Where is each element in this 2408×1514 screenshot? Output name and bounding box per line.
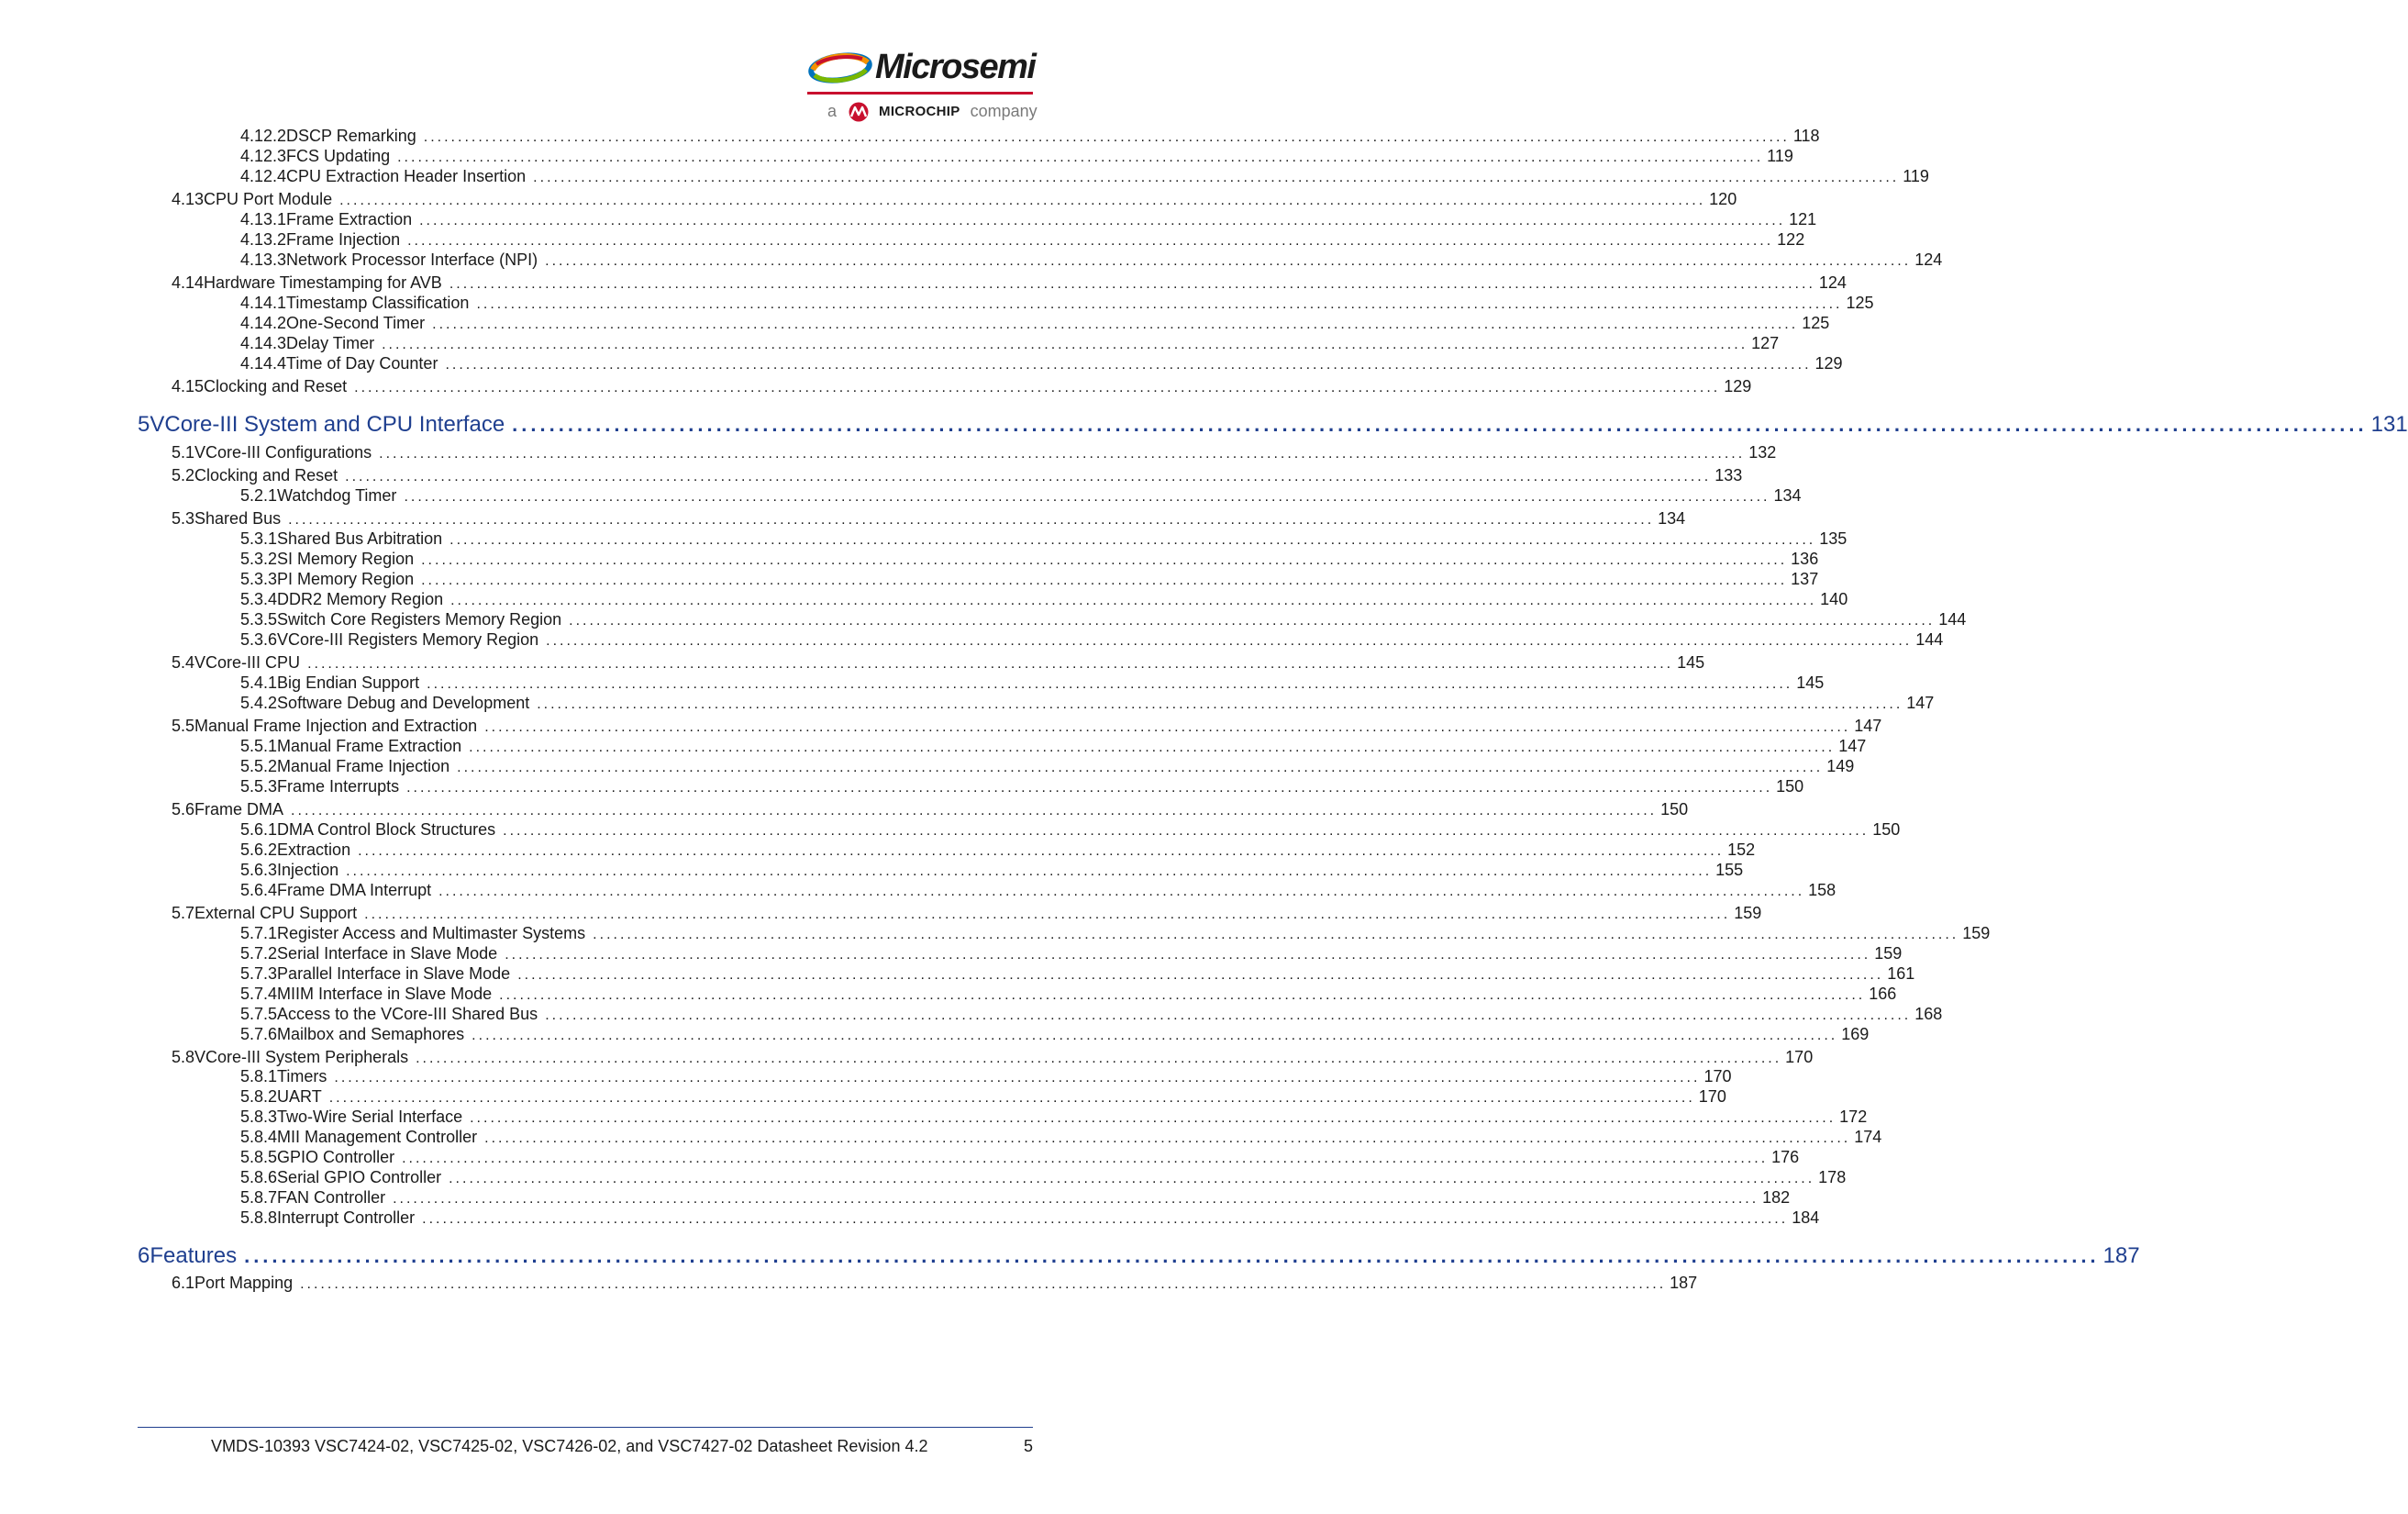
toc-entry[interactable]	[240, 353, 1843, 375]
toc-dot-leader: ........................................................................................................................................................................................................	[422, 1211, 1789, 1227]
toc-entry[interactable]	[240, 736, 1867, 758]
toc-entry-title: Clocking and Reset	[204, 377, 348, 395]
toc-dot-leader: ........................................................................................................................................................................................................	[346, 863, 1713, 879]
toc-dot-leader: ........................................................................................................................................................................................................	[382, 337, 1748, 352]
toc-entry[interactable]	[240, 146, 1793, 168]
toc-entry-number: 4.14	[172, 273, 205, 292]
toc-entry-page: 147	[1906, 694, 1935, 712]
toc-dot-leader: ........................................................................................................................................................................................................	[328, 1090, 1695, 1106]
toc-entry[interactable]	[240, 1167, 1847, 1189]
toc-entry-page: 184	[1792, 1208, 1820, 1227]
toc-entry[interactable]	[172, 652, 1705, 674]
toc-dot-leader: ........................................................................................................................................................................................................	[406, 780, 1773, 796]
toc-entry-page: 159	[1734, 904, 1762, 922]
toc-dot-leader: ........................................................................................................................................................................................................	[545, 1007, 1912, 1023]
toc-entry-title: One-Second Timer	[286, 314, 426, 332]
toc-entry[interactable]	[240, 629, 1944, 651]
toc-entry-page: 144	[1915, 630, 1944, 649]
toc-entry[interactable]	[240, 1086, 1726, 1108]
toc-entry-number: 5.8.7	[240, 1188, 278, 1207]
toc-dot-leader: ........................................................................................................................................................................................................	[484, 719, 1851, 735]
toc-entry-title: Time of Day Counter	[286, 354, 438, 373]
toc-entry[interactable]	[172, 1273, 1698, 1295]
toc-entry-title: Two-Wire Serial Interface	[277, 1108, 463, 1126]
toc-entry-page: 169	[1841, 1025, 1870, 1043]
toc-entry-page: 178	[1818, 1168, 1847, 1186]
toc-entry[interactable]	[240, 485, 1802, 507]
toc-entry-page: 127	[1751, 334, 1780, 352]
toc-entry-title: Serial GPIO Controller	[277, 1168, 442, 1186]
toc-entry-page: 158	[1808, 881, 1837, 899]
toc-dot-leader: ........................................................................................................................................................................................................	[537, 696, 1903, 712]
microchip-icon	[847, 102, 871, 122]
toc-entry-title: Manual Frame Extraction	[277, 737, 462, 755]
toc-entry[interactable]	[172, 716, 1882, 738]
toc-entry-title: Register Access and Multimaster Systems	[277, 924, 586, 942]
toc-entry-page: 176	[1771, 1148, 1800, 1166]
toc-entry[interactable]	[240, 569, 1819, 591]
toc-entry-page: 150	[1660, 800, 1689, 818]
toc-entry-number: 5.8.2	[240, 1087, 278, 1106]
toc-entry-title: Timestamp Classification	[286, 294, 470, 312]
toc-entry-title: Interrupt Controller	[277, 1208, 416, 1227]
toc-entry[interactable]	[240, 1107, 1868, 1129]
microsemi-logo	[807, 48, 1037, 127]
toc-entry-title: Port Mapping	[194, 1274, 294, 1292]
toc-entry-title: CPU Port Module	[204, 190, 333, 208]
toc-entry-title: Clocking and Reset	[194, 466, 338, 484]
toc-entry-number: 6.1	[172, 1274, 195, 1292]
toc-dot-leader: ........................................................................................................................................................................................................	[545, 253, 1912, 269]
toc-entry-title: CPU Extraction Header Insertion	[286, 167, 527, 185]
toc-entry-page: 144	[1938, 610, 1967, 629]
footer-doc-title: VMDS-10393 VSC7424-02, VSC7425-02, VSC7426-02, and VSC7427-02 Datasheet Revision 4.2	[211, 1437, 928, 1455]
toc-entry-title: Frame DMA	[194, 800, 284, 818]
toc-entry[interactable]	[240, 293, 1874, 315]
toc-entry[interactable]	[240, 589, 1848, 611]
toc-entry-number: 5.3.3	[240, 570, 278, 588]
toc-entry-page: 166	[1869, 985, 1897, 1003]
toc-entry-number: 5.5.1	[240, 737, 278, 755]
toc-entry-title: VCore-III System Peripherals	[194, 1048, 409, 1066]
toc-entry-number: 5.7.2	[240, 944, 278, 963]
toc-entry-title: MIIM Interface in Slave Mode	[277, 985, 493, 1003]
toc-entry-title: Big Endian Support	[277, 674, 420, 692]
microchip-tagline	[827, 102, 1038, 124]
toc-entry-title: SI Memory Region	[277, 550, 415, 568]
toc-entry-title: VCore-III CPU	[194, 653, 301, 672]
toc-entry-page: 134	[1773, 486, 1802, 505]
toc-entry-title: MII Management Controller	[277, 1128, 478, 1146]
toc-entry-number: 6	[138, 1243, 150, 1268]
toc-entry-page: 125	[1846, 294, 1874, 312]
toc-dot-leader: ........................................................................................................................................................................................................	[476, 296, 1843, 312]
tagline-suffix: company	[970, 102, 1038, 120]
toc-entry-number: 5.3.2	[240, 550, 278, 568]
toc-entry-number: 5.7.6	[240, 1025, 278, 1043]
toc-entry-number: 5.8.1	[240, 1067, 278, 1085]
toc-entry-title: PI Memory Region	[277, 570, 415, 588]
toc-entry-number: 4.13.3	[240, 250, 287, 269]
toc-entry-number: 5.8.5	[240, 1148, 278, 1166]
toc-entry[interactable]	[240, 819, 1901, 841]
microsemi-wordmark: Microsemi	[875, 48, 1036, 86]
toc-entry[interactable]	[240, 963, 1915, 985]
toc-entry-number: 5.6	[172, 800, 195, 818]
toc-entry-number: 4.14.4	[240, 354, 287, 373]
toc-entry-title: Shared Bus Arbitration	[277, 529, 443, 548]
toc-dot-leader: ........................................................................................................................................................................................................	[457, 760, 1824, 775]
toc-entry[interactable]	[240, 313, 1830, 335]
toc-entry-page: 170	[1698, 1087, 1726, 1106]
toc-entry-page: 129	[1814, 354, 1843, 373]
toc-entry[interactable]	[240, 880, 1837, 902]
toc-dot-leader: ........................................................................................................................................................................................................	[505, 947, 1871, 963]
toc-entry-title: Shared Bus	[194, 509, 282, 528]
toc-entry-title: External CPU Support	[194, 904, 358, 922]
toc-entry-title: Access to the VCore-III Shared Bus	[277, 1005, 538, 1023]
toc-dot-leader: ........................................................................................................................................................................................................	[472, 1028, 1838, 1043]
toc-entry-page: 172	[1839, 1108, 1868, 1126]
toc-entry[interactable]	[240, 1024, 1870, 1046]
toc-dot-leader: ........................................................................................................................................................................................................	[503, 823, 1870, 839]
toc-entry[interactable]	[138, 411, 2408, 439]
toc-entry[interactable]	[240, 1127, 1882, 1149]
toc-entry[interactable]	[240, 756, 1855, 778]
toc-entry-page: 170	[1703, 1067, 1732, 1085]
toc-entry-page: 135	[1819, 529, 1848, 548]
toc-dot-leader: ........................................................................................................................................................................................................	[546, 633, 1913, 649]
toc-entry-title: Software Debug and Development	[277, 694, 530, 712]
toc-entry-number: 5.8.8	[240, 1208, 278, 1227]
toc-entry-page: 145	[1677, 653, 1705, 672]
toc-entry[interactable]	[240, 609, 1967, 631]
toc-dot-leader: ........................................................................................................................................................................................................	[469, 740, 1836, 755]
toc-entry-number: 5.3.4	[240, 590, 278, 608]
toc-entry[interactable]	[172, 799, 1689, 821]
toc-entry-number: 5.6.4	[240, 881, 278, 899]
toc-entry-number: 5.7.4	[240, 985, 278, 1003]
toc-entry-number: 5.1	[172, 443, 195, 462]
toc-entry[interactable]	[240, 860, 1744, 882]
toc-entry-page: 159	[1962, 924, 1991, 942]
toc-entry-page: 125	[1802, 314, 1830, 332]
toc-dot-leader: ........................................................................................................................................................................................................	[404, 489, 1770, 505]
toc-entry-page: 147	[1854, 717, 1882, 735]
toc-entry[interactable]	[240, 923, 1991, 945]
toc-entry-page: 145	[1796, 674, 1825, 692]
toc-entry-title: Network Processor Interface (NPI)	[286, 250, 538, 269]
toc-entry[interactable]	[172, 189, 1737, 211]
toc-entry-page: 187	[2103, 1243, 2140, 1268]
toc-entry-page: 150	[1776, 777, 1804, 796]
toc-dot-leader: ........................................................................................................................................................................................................	[393, 1191, 1759, 1207]
toc-dot-leader: ........................................................................................................................................................................................................	[421, 552, 1788, 568]
toc-entry[interactable]	[240, 1187, 1791, 1209]
toc-entry[interactable]	[240, 840, 1756, 862]
toc-dot-leader: ........................................................................................................................................................................................................	[470, 1110, 1837, 1126]
toc-entry[interactable]	[240, 673, 1825, 695]
toc-entry[interactable]	[240, 166, 1929, 188]
footer-rule	[138, 1427, 1033, 1428]
toc-entry-page: 118	[1792, 127, 1820, 145]
toc-entry-page: 122	[1777, 230, 1805, 249]
toc-dot-leader: ........................................................................................................................................................................................................	[307, 656, 1674, 672]
toc-entry-number: 5.3.5	[240, 610, 278, 629]
toc-dot-leader: ........................................................................................................................................................................................................	[407, 233, 1774, 249]
toc-entry-number: 5.2	[172, 466, 195, 484]
toc-entry-number: 5.6.2	[240, 840, 278, 859]
toc-entry-title: Timers	[277, 1067, 327, 1085]
toc-entry[interactable]	[240, 333, 1780, 355]
toc-dot-leader: ........................................................................................................................................................................................................	[339, 193, 1706, 208]
toc-dot-leader: ........................................................................................................................................................................................................	[354, 380, 1721, 395]
footer-page-number: 5	[1023, 1437, 1033, 1455]
tagline-prefix: a	[827, 102, 838, 120]
toc-entry[interactable]	[240, 776, 1804, 798]
toc-entry-number: 5.7.5	[240, 1005, 278, 1023]
toc-entry-title: DMA Control Block Structures	[277, 820, 496, 839]
toc-dot-leader: ........................................................................................................................................................................................................	[484, 1130, 1851, 1146]
toc-entry[interactable]	[240, 126, 1820, 148]
toc-entry[interactable]	[240, 943, 1903, 965]
toc-entry-page: 140	[1820, 590, 1848, 608]
toc-entry-title: Features	[150, 1243, 238, 1268]
toc-entry-page: 147	[1838, 737, 1867, 755]
toc-entry[interactable]	[240, 549, 1819, 571]
toc-entry-page: 120	[1709, 190, 1737, 208]
toc-entry-page: 174	[1854, 1128, 1882, 1146]
toc-dot-leader: ........................................................................................................................................................................................................	[427, 676, 1793, 692]
toc-entry-page: 119	[1767, 147, 1793, 165]
toc-entry-page: 134	[1658, 509, 1686, 528]
toc-entry-number: 5.7.3	[240, 964, 278, 983]
toc-dot-leader: ........................................................................................................................................................................................................	[438, 884, 1805, 899]
toc-dot-leader: ........................................................................................................................................................................................................	[449, 1171, 1815, 1186]
toc-entry[interactable]	[172, 903, 1762, 925]
toc-entry-page: 149	[1826, 757, 1855, 775]
toc-dot-leader: ........................................................................................................................................................................................................	[512, 413, 2368, 436]
toc-dot-leader: ........................................................................................................................................................................................................	[402, 1151, 1769, 1166]
toc-dot-leader: ........................................................................................................................................................................................................	[450, 593, 1817, 608]
toc-entry[interactable]	[240, 693, 1935, 715]
toc-entry-title: UART	[277, 1087, 322, 1106]
toc-entry[interactable]	[240, 1004, 1943, 1026]
toc-entry[interactable]	[240, 1208, 1820, 1230]
toc-entry-number: 4.13.1	[240, 210, 287, 228]
toc-entry-title: VCore-III Registers Memory Region	[277, 630, 539, 649]
toc-entry-number: 4.12.4	[240, 167, 287, 185]
toc-entry-number: 4.12.3	[240, 147, 287, 165]
toc-entry[interactable]	[172, 465, 1743, 487]
toc-entry[interactable]	[172, 273, 1847, 295]
toc-entry-page: 124	[1818, 273, 1847, 292]
toc-entry-page: 136	[1791, 550, 1819, 568]
toc-entry[interactable]	[240, 529, 1848, 551]
toc-entry-title: GPIO Controller	[277, 1148, 395, 1166]
toc-entry-number: 4.14.1	[240, 294, 287, 312]
toc-entry-number: 5.5.3	[240, 777, 278, 796]
microchip-brand: MICROCHIP	[879, 104, 960, 119]
toc-entry-number: 5.7	[172, 904, 195, 922]
toc-entry-number: 5.5.2	[240, 757, 278, 775]
toc-entry-page: 121	[1789, 210, 1817, 228]
toc-entry-title: Watchdog Timer	[277, 486, 397, 505]
toc-entry-title: VCore-III System and CPU Interface	[150, 412, 505, 437]
logo-divider	[807, 92, 1033, 95]
toc-entry-page: 182	[1762, 1188, 1791, 1207]
toc-dot-leader: ........................................................................................................................................................................................................	[569, 613, 1936, 629]
toc-dot-leader: ........................................................................................................................................................................................................	[244, 1244, 2100, 1267]
toc-entry-title: Parallel Interface in Slave Mode	[277, 964, 511, 983]
toc-dot-leader: ........................................................................................................................................................................................................	[449, 276, 1815, 292]
toc-entry-page: 119	[1903, 167, 1929, 185]
toc-entry-number: 5.8.3	[240, 1108, 278, 1126]
toc-entry-title: Frame Injection	[286, 230, 401, 249]
toc-entry-title: VCore-III Configurations	[194, 443, 372, 462]
toc-entry[interactable]	[240, 229, 1805, 251]
toc-entry-title: Serial Interface in Slave Mode	[277, 944, 498, 963]
toc-entry-page: 152	[1727, 840, 1756, 859]
toc-dot-leader: ........................................................................................................................................................................................................	[517, 967, 1884, 983]
toc-dot-leader: ........................................................................................................................................................................................................	[397, 150, 1764, 165]
toc-dot-leader: ........................................................................................................................................................................................................	[432, 317, 1799, 332]
toc-entry[interactable]	[240, 1066, 1732, 1088]
toc-entry-title: Frame DMA Interrupt	[277, 881, 432, 899]
toc-entry-title: Hardware Timestamping for AVB	[204, 273, 442, 292]
toc-dot-leader: ........................................................................................................................................................................................................	[358, 843, 1725, 859]
toc-dot-leader: ........................................................................................................................................................................................................	[449, 532, 1816, 548]
toc-entry-number: 5.6.1	[240, 820, 278, 839]
toc-entry-title: FAN Controller	[277, 1188, 386, 1207]
toc-entry-number: 5.4.1	[240, 674, 278, 692]
toc-entry-number: 5.3.1	[240, 529, 278, 548]
toc-entry-number: 5.4	[172, 653, 195, 672]
toc-entry-number: 5.3	[172, 509, 195, 528]
toc-entry-number: 5	[138, 412, 150, 437]
toc-entry-number: 5.8	[172, 1048, 195, 1066]
toc-entry-page: 159	[1874, 944, 1903, 963]
toc-entry-title: Extraction	[277, 840, 351, 859]
toc-dot-leader: ........................................................................................................................................................................................................	[334, 1070, 1701, 1085]
toc-dot-leader: ........................................................................................................................................................................................................	[379, 446, 1746, 462]
toc-dot-leader: ........................................................................................................................................................................................................	[445, 357, 1812, 373]
toc-dot-leader: ........................................................................................................................................................................................................	[421, 573, 1788, 588]
toc-dot-leader: ........................................................................................................................................................................................................	[291, 803, 1658, 818]
toc-entry[interactable]	[172, 442, 1777, 464]
toc-entry-page: 124	[1914, 250, 1943, 269]
toc-entry-page: 168	[1914, 1005, 1943, 1023]
toc-dot-leader: ........................................................................................................................................................................................................	[593, 927, 1959, 942]
toc-entry-number: 5.6.3	[240, 861, 278, 879]
toc-entry-number: 5.5	[172, 717, 195, 735]
toc-entry-title: Mailbox and Semaphores	[277, 1025, 465, 1043]
toc-entry-number: 4.15	[172, 377, 205, 395]
toc-entry-title: Delay Timer	[286, 334, 375, 352]
toc-entry-number: 4.14.2	[240, 314, 287, 332]
toc-entry-page: 132	[1748, 443, 1777, 462]
toc-dot-leader: ........................................................................................................................................................................................................	[300, 1276, 1667, 1292]
toc-dot-leader: ........................................................................................................................................................................................................	[499, 987, 1866, 1003]
toc-entry-page: 170	[1785, 1048, 1814, 1066]
toc-entry-number: 4.13.2	[240, 230, 287, 249]
toc-entry-page: 150	[1872, 820, 1901, 839]
toc-dot-leader: ........................................................................................................................................................................................................	[364, 907, 1731, 922]
toc-entry-page: 129	[1724, 377, 1752, 395]
toc-entry[interactable]	[172, 376, 1752, 398]
toc-entry-number: 4.12.2	[240, 127, 287, 145]
toc-dot-leader: ........................................................................................................................................................................................................	[288, 512, 1655, 528]
toc-entry-title: Frame Interrupts	[277, 777, 400, 796]
toc-dot-leader: ........................................................................................................................................................................................................	[345, 469, 1712, 484]
toc-dot-leader: ........................................................................................................................................................................................................	[416, 1051, 1782, 1066]
toc-dot-leader: ........................................................................................................................................................................................................	[419, 213, 1786, 228]
toc-entry-title: Switch Core Registers Memory Region	[277, 610, 562, 629]
toc-entry-title: DSCP Remarking	[286, 127, 416, 145]
toc-entry[interactable]	[138, 1242, 2140, 1270]
toc-entry-page: 131	[2370, 412, 2408, 437]
toc-entry[interactable]	[240, 209, 1817, 231]
toc-entry-page: 155	[1715, 861, 1744, 879]
toc-entry-page: 137	[1791, 570, 1819, 588]
toc-entry-title: Manual Frame Injection	[277, 757, 450, 775]
toc-entry[interactable]	[240, 984, 1897, 1006]
toc-entry-number: 4.14.3	[240, 334, 287, 352]
toc-entry[interactable]	[240, 1147, 1800, 1169]
toc-entry-title: Manual Frame Injection and Extraction	[194, 717, 478, 735]
toc-entry-title: DDR2 Memory Region	[277, 590, 444, 608]
toc-entry-number: 4.13	[172, 190, 205, 208]
toc-entry-number: 5.7.1	[240, 924, 278, 942]
toc-entry[interactable]	[172, 508, 1686, 530]
toc-entry-title: Injection	[277, 861, 339, 879]
toc-entry-page: 161	[1887, 964, 1915, 983]
toc-dot-leader: ........................................................................................................................................................................................................	[533, 170, 1900, 185]
toc-entry-number: 5.3.6	[240, 630, 278, 649]
toc-entry-page: 133	[1714, 466, 1743, 484]
toc-entry-number: 5.4.2	[240, 694, 278, 712]
toc-entry-title: FCS Updating	[286, 147, 391, 165]
toc-entry-number: 5.8.6	[240, 1168, 278, 1186]
toc-entry-number: 5.8.4	[240, 1128, 278, 1146]
toc-entry-title: Frame Extraction	[286, 210, 413, 228]
toc-entry-number: 5.2.1	[240, 486, 278, 505]
toc-entry-page: 187	[1670, 1274, 1698, 1292]
toc-dot-leader: ........................................................................................................................................................................................................	[423, 129, 1790, 145]
toc-entry[interactable]	[240, 250, 1943, 272]
microsemi-swirl-icon	[807, 50, 873, 86]
